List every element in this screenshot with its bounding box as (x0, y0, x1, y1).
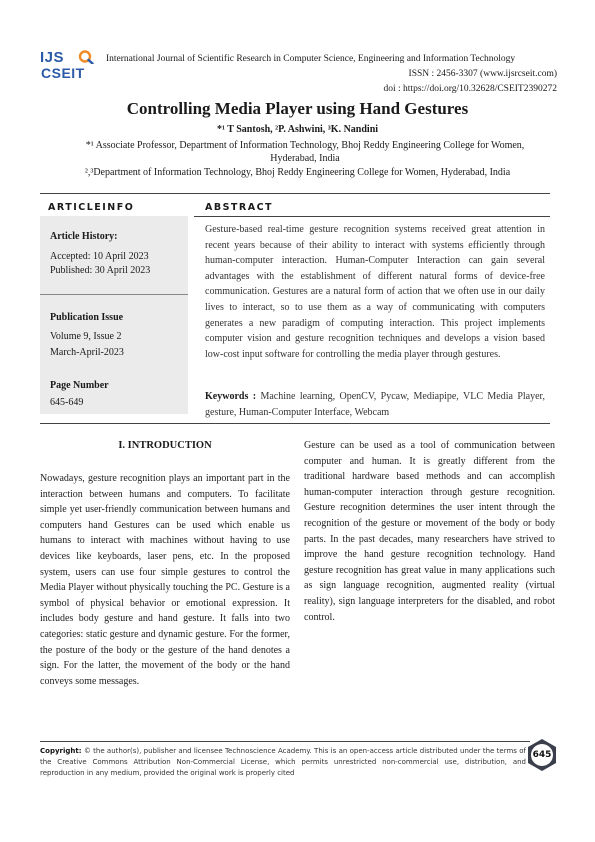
doi-link[interactable]: doi : https://doi.org/10.32628/CSEIT2390272 (383, 84, 557, 94)
title-divider (40, 193, 550, 194)
issn-line: ISSN : 2456-3307 (www.ijsrcseit.com) (408, 69, 557, 79)
copyright-notice (40, 746, 526, 779)
footer-divider (40, 741, 530, 742)
logo-text-top: IJS (40, 49, 65, 66)
abstract-divider (40, 423, 550, 424)
authors-line: *¹ T Santosh, ²P. Ashwini, ³K. Nandini (216, 124, 379, 135)
article-info-heading: ARTICLEINFO (48, 202, 135, 213)
logo-text-bottom: CSEIT (41, 65, 85, 81)
abstract-heading: ABSTRACT (205, 202, 274, 213)
keywords-list: Machine learning, OpenCV, Pycaw, Mediapipe, VLC Media Player, gesture, Human-Computer Interface, Webcam (205, 391, 545, 418)
introduction-column-left: Nowadays, gesture recognition plays an important part in the interaction between humans and computers. To facilitate simple yet user-friendly communication between humans and computers hand Gestures can be used which enable us humans to interact with machines without having to use devices like keyboards, laser pens, etc. In the proposed system, users can use four simple gestures to control the Media Player without physically touching the PC. Gesture is a symbol of physical behavior or emotional expression. It includes body gesture and hand gesture. It falls into two categories: static gesture and dynamic gesture. For the former, the posture of the body or the gesture of the hand denotes a sign. For the latter, the movement of the body or the hand conveys some messages. (40, 473, 290, 687)
accepted-date: Accepted: 10 April 2023 (50, 251, 149, 262)
affiliation-1-line-2: Hyderabad, India (270, 153, 340, 164)
volume-issue: Volume 9, Issue 2 (50, 331, 122, 342)
page-number-badge (528, 739, 556, 771)
publication-issue-label: Publication Issue (50, 312, 124, 323)
affiliation-1-line-1: *¹ Associate Professor, Department of Information Technology, Bhoj Reddy Engineering College for Women, (85, 140, 525, 151)
affiliation-1 (60, 139, 550, 165)
page-range: 645-649 (50, 397, 84, 408)
copyright-label: Copyright: (40, 747, 82, 755)
introduction-column-right: Gesture can be used as a tool of communication between computer and human. It is greatly different from the traditional hardware based methods and can accomplish human-computer interaction through gesture recognition. Gesture recognition determines the user intent through the recognition of the gesture or movement of the body or body parts. In the past decades, many researchers have strived to improve the hand gesture recognition technology. Hand gesture recognition has great value in many applications such as sign language recognition, augmented reality (virtual reality), sign language interpreters for the disabled, and robot control. (304, 440, 555, 623)
journal-logo (40, 50, 98, 82)
page-number: 645 (532, 750, 552, 760)
published-date: Published: 30 April 2023 (50, 265, 151, 276)
introduction-heading: I. INTRODUCTION (118, 440, 212, 451)
keywords (205, 389, 545, 420)
abstract-text: Gesture-based real-time gesture recognition systems received great attention in recent years because of their ability to interact with systems efficiently through human-computer interaction. Human-Computer Interaction can gain several advantages with the establishment of different natural forms of device-free communication. Gestures are a natural form of action that we often use in our daily lives to interact, so to use them as a way of communicating with computers generates a new paradigm of computing interaction. This project implements computer vision and gesture recognition techniques and develops a vision based low-cost input software for controlling the media player through gestures. (205, 224, 545, 360)
article-history-label: Article History: (50, 231, 118, 242)
journal-name: International Journal of Scientific Research in Computer Science, Engineering and Information Technology (106, 54, 516, 64)
paper-title: Controlling Media Player using Hand Gestures (126, 99, 469, 118)
publication-period: March-April-2023 (50, 347, 124, 358)
abstract-heading-rule (194, 216, 550, 217)
article-info-divider (40, 294, 188, 295)
magnifier-q-icon (78, 50, 94, 64)
keywords-label: Keywords : (205, 391, 257, 402)
affiliation-2: ²,³Department of Information Technology, Bhoj Reddy Engineering College for Women, Hyderabad, India (84, 167, 511, 178)
copyright-text: © the author(s), publisher and licensee Technoscience Academy. This is an open-access article distributed under the terms of the Creative Commons Attribution Non-Commercial License, which permits unrestricted non-commercial use, distribution, and reproduction in any medium, provided the original work is properly cited (40, 747, 526, 777)
page-number-label: Page Number (50, 380, 109, 391)
